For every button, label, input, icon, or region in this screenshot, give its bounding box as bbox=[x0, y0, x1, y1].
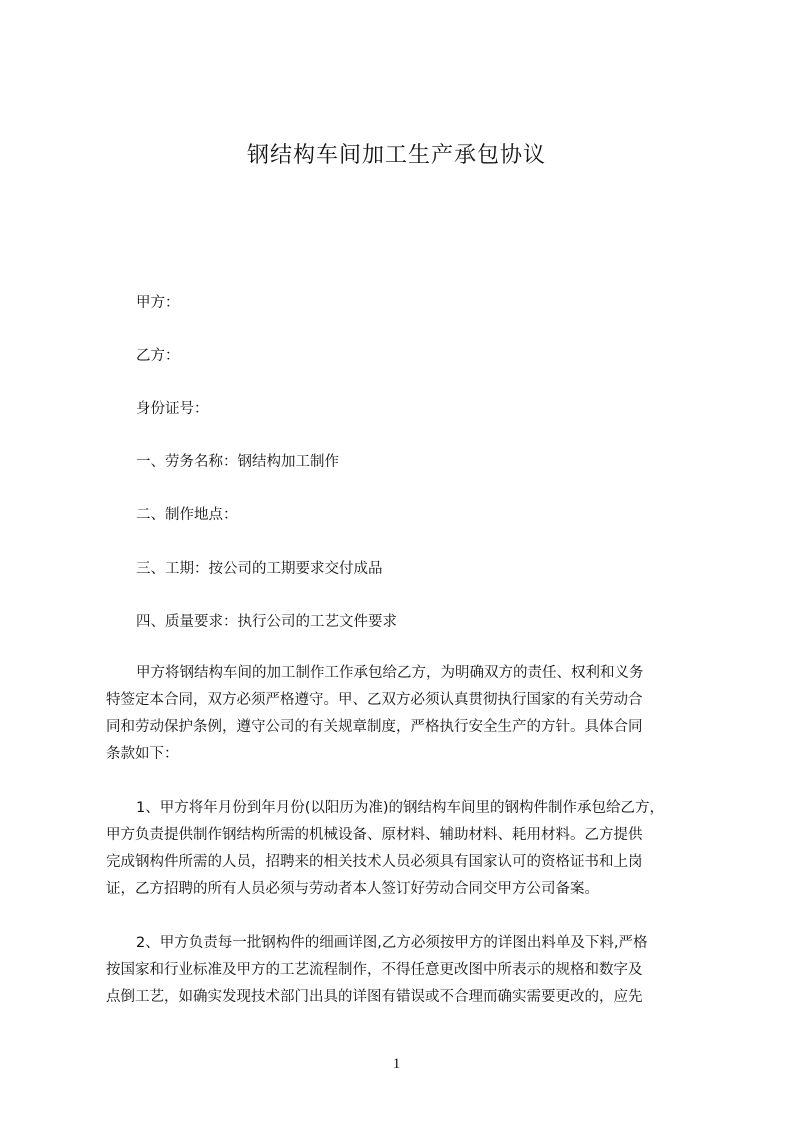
paragraph-line: 条款如下： bbox=[106, 746, 179, 762]
party-a-field: 甲方： bbox=[136, 295, 180, 311]
page-number: 1 bbox=[392, 1056, 401, 1072]
page-title: 钢结构车间加工生产承包协议 bbox=[246, 143, 546, 168]
paragraph-line: 证，乙方招聘的所有人员必须与劳动者本人签订好劳动合同交甲方公司备案。 bbox=[106, 881, 599, 897]
paragraph-line: 点倒工艺，如确实发现技术部门出具的详图有错误或不合理而确实需要更改的，应先 bbox=[106, 989, 643, 1005]
clause-2-paragraph bbox=[106, 930, 706, 1011]
paragraph-line: 甲方负责提供制作钢结构所需的机械设备、原材料、辅助材料、耗用材料。乙方提供 bbox=[106, 827, 643, 843]
id-number-field: 身份证号： bbox=[136, 401, 209, 417]
paragraph-line: 特签定本合同，双方必须严格遵守。甲、乙双方必须认真贯彻执行国家的有关劳动合 bbox=[106, 692, 643, 708]
clause-1-paragraph bbox=[106, 795, 706, 903]
paragraph-line: 按国家和行业标准及甲方的工艺流程制作，不得任意更改图中所表示的规格和数字及 bbox=[106, 962, 643, 978]
party-b-field: 乙方： bbox=[136, 348, 180, 364]
work-location-field: 二、制作地点： bbox=[136, 507, 238, 523]
paragraph-line: 1、甲方将年月份到年月份(以阳历为准)的钢结构车间里的钢构件制作承包给乙方， bbox=[136, 800, 665, 816]
paragraph-line: 2、甲方负责每一批钢构件的细画详图,乙方必须按甲方的详图出料单及下料,严格 bbox=[136, 935, 648, 951]
paragraph-line: 同和劳动保护条例，遵守公司的有关规章制度，严格执行安全生产的方针。具体合同 bbox=[106, 719, 643, 735]
paragraph-line: 完成钢构件所需的人员，招聘来的相关技术人员必须具有国家认可的资格证书和上岗 bbox=[106, 854, 643, 870]
work-period-field: 三、工期：按公司的工期要求交付成品 bbox=[136, 561, 383, 577]
paragraph-line: 甲方将钢结构车间的加工制作工作承包给乙方，为明确双方的责任、权利和义务 bbox=[136, 665, 644, 681]
quality-requirement-field: 四、质量要求：执行公司的工艺文件要求 bbox=[136, 614, 397, 630]
intro-paragraph bbox=[106, 660, 706, 768]
service-name-field: 一、劳务名称：钢结构加工制作 bbox=[136, 454, 339, 470]
